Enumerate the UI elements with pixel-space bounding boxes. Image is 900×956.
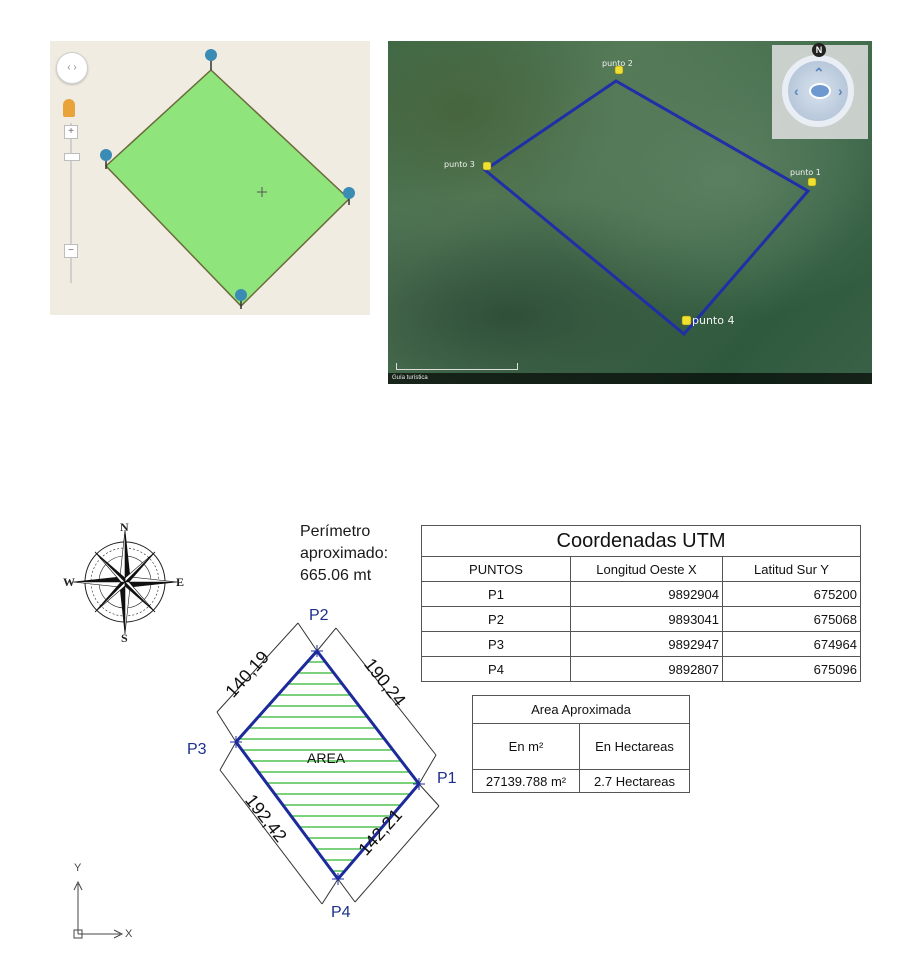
x-cell: 9893041: [571, 607, 723, 632]
street-view-pegman-icon[interactable]: [63, 99, 75, 117]
zoom-out-button[interactable]: −: [64, 244, 78, 258]
zoom-slider-thumb[interactable]: [64, 153, 80, 161]
compass-north-label: N: [120, 520, 129, 534]
side-length-p2-p1: 190,24: [360, 654, 410, 711]
zoom-in-button[interactable]: +: [64, 125, 78, 139]
area-map-view[interactable]: [50, 41, 370, 315]
point-cell: P1: [422, 582, 571, 607]
point-label-p2: P2: [309, 607, 329, 624]
table-title: Coordenadas UTM: [422, 526, 861, 557]
tour-guide-button[interactable]: Guía turística: [392, 375, 428, 381]
vertex-marker-icon[interactable]: [205, 49, 217, 70]
area-m2-value: 27139.788 m²: [473, 770, 580, 793]
table-row: [422, 657, 861, 682]
point-cell: P3: [422, 632, 571, 657]
arrow-right-icon[interactable]: ›: [838, 83, 843, 99]
pushpin-icon[interactable]: [483, 162, 491, 170]
point-label: punto 3: [444, 160, 475, 169]
satellite-parcel-outline: [485, 81, 808, 334]
compass-east-label: E: [176, 575, 185, 589]
table-row: [422, 632, 861, 657]
point-label: punto 2: [602, 59, 633, 68]
area-unit-header: En m²: [473, 724, 580, 770]
y-cell: 675096: [723, 657, 861, 682]
x-axis-label: X: [125, 928, 133, 940]
satellite-map-view[interactable]: [388, 41, 872, 384]
point-cell: P2: [422, 607, 571, 632]
zoom-slider-track[interactable]: [70, 123, 72, 283]
vertex-marker-icon[interactable]: [235, 289, 247, 309]
side-length-p3-p2: 140,19: [221, 647, 274, 702]
column-header: PUNTOS: [422, 557, 571, 582]
point-label-p1: P1: [437, 770, 457, 787]
north-indicator[interactable]: N: [812, 43, 826, 57]
eye-icon[interactable]: [809, 83, 831, 99]
x-cell: 9892904: [571, 582, 723, 607]
x-cell: 9892807: [571, 657, 723, 682]
y-cell: 675200: [723, 582, 861, 607]
scale-bar: [396, 363, 518, 370]
area-hectares-value: 2.7 Hectareas: [580, 770, 690, 793]
area-unit-header: En Hectareas: [580, 724, 690, 770]
arrow-up-icon[interactable]: ⌃: [813, 65, 825, 81]
pushpin-icon[interactable]: [808, 178, 816, 186]
perimeter-note: Perímetro aproximado: 665.06 mt: [300, 523, 389, 584]
navigation-control[interactable]: [772, 45, 868, 139]
y-cell: 674964: [723, 632, 861, 657]
point-label: punto 4: [692, 314, 735, 327]
arrow-left-icon[interactable]: ‹: [794, 83, 799, 99]
compass-south-label: S: [121, 631, 128, 645]
compass-rose-icon: [60, 518, 190, 646]
side-length-p4-p1: 142,21: [354, 805, 407, 860]
y-axis-label: Y: [74, 862, 82, 874]
area-table: [472, 695, 690, 793]
parcel-polygon[interactable]: [106, 70, 349, 306]
table-row: [422, 607, 861, 632]
area-label: AREA: [307, 750, 346, 766]
utm-coordinates-table: [421, 525, 861, 682]
point-label-p4: P4: [331, 904, 351, 921]
side-length-p3-p4: 192,42: [241, 790, 291, 847]
table-row: [422, 582, 861, 607]
x-cell: 9892947: [571, 632, 723, 657]
pan-control-icon[interactable]: ‹ ›: [56, 52, 88, 84]
area-table-title: Area Aproximada: [473, 696, 690, 724]
parcel-polygon-layer: [50, 41, 370, 315]
pushpin-icon[interactable]: [682, 316, 691, 325]
column-header: Longitud Oeste X: [571, 557, 723, 582]
status-bar: [388, 373, 872, 384]
point-cell: P4: [422, 657, 571, 682]
point-label: punto 1: [790, 168, 821, 177]
compass-west-label: W: [63, 575, 75, 589]
column-header: Latitud Sur Y: [723, 557, 861, 582]
y-cell: 675068: [723, 607, 861, 632]
point-label-p3: P3: [187, 741, 207, 758]
